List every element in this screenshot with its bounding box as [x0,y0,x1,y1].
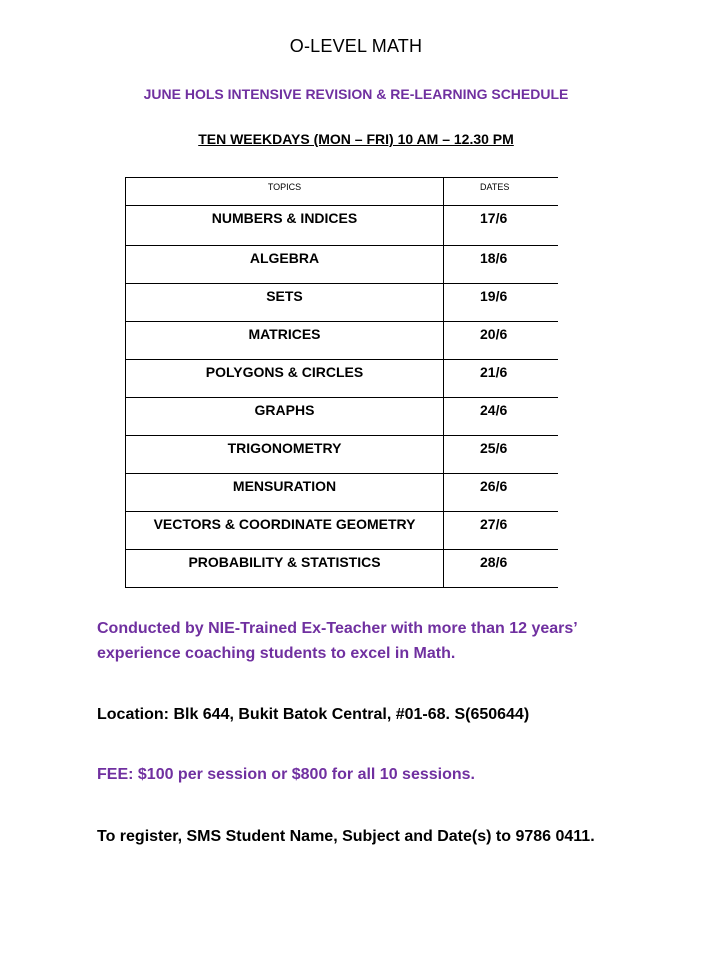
topic-cell: MATRICES [126,322,444,360]
date-cell: 27/6 [444,512,558,550]
topic-cell: PROBABILITY & STATISTICS [126,550,444,588]
date-cell: 26/6 [444,474,558,512]
date-cell: 25/6 [444,436,558,474]
topic-cell: GRAPHS [126,398,444,436]
table-header-row [126,178,558,206]
table-row [126,436,558,474]
table-row [126,398,558,436]
table-row [126,360,558,398]
schedule-times [0,131,712,147]
table-row [126,206,558,246]
page-title: O-LEVEL MATH [289,36,423,56]
schedule-table [125,177,558,588]
topic-cell: POLYGONS & CIRCLES [126,360,444,398]
table-row [126,550,558,588]
schedule-times-text: TEN WEEKDAYS (MON – FRI) 10 AM – 12.30 PM [198,131,514,147]
topic-cell: VECTORS & COORDINATE GEOMETRY [126,512,444,550]
date-cell: 17/6 [444,206,558,246]
table-row [126,246,558,284]
dates-header: DATES [444,178,558,206]
table-row [126,284,558,322]
date-cell: 20/6 [444,322,558,360]
date-cell: 21/6 [444,360,558,398]
table-row [126,474,558,512]
table-row [126,322,558,360]
topic-cell: MENSURATION [126,474,444,512]
date-cell: 24/6 [444,398,558,436]
topic-cell: ALGEBRA [126,246,444,284]
tutor-credentials: Conducted by NIE-Trained Ex-Teacher with more than 12 years’ experience coaching students to excel in Math. [97,620,577,662]
topic-cell: SETS [126,284,444,322]
fee-info: FEE: $100 per session or $800 for all 10 sessions. [97,766,475,783]
date-cell: 19/6 [444,284,558,322]
topic-cell: NUMBERS & INDICES [126,206,444,246]
registration-info: To register, SMS Student Name, Subject and Date(s) to 9786 0411. [97,828,595,845]
page-subtitle: JUNE HOLS INTENSIVE REVISION & RE-LEARNING SCHEDULE [143,86,569,102]
topics-header: TOPICS [126,178,444,206]
date-cell: 18/6 [444,246,558,284]
topic-cell: TRIGONOMETRY [126,436,444,474]
location-info: Location: Blk 644, Bukit Batok Central, #01-68. S(650644) [97,706,530,723]
date-cell: 28/6 [444,550,558,588]
table-row [126,512,558,550]
